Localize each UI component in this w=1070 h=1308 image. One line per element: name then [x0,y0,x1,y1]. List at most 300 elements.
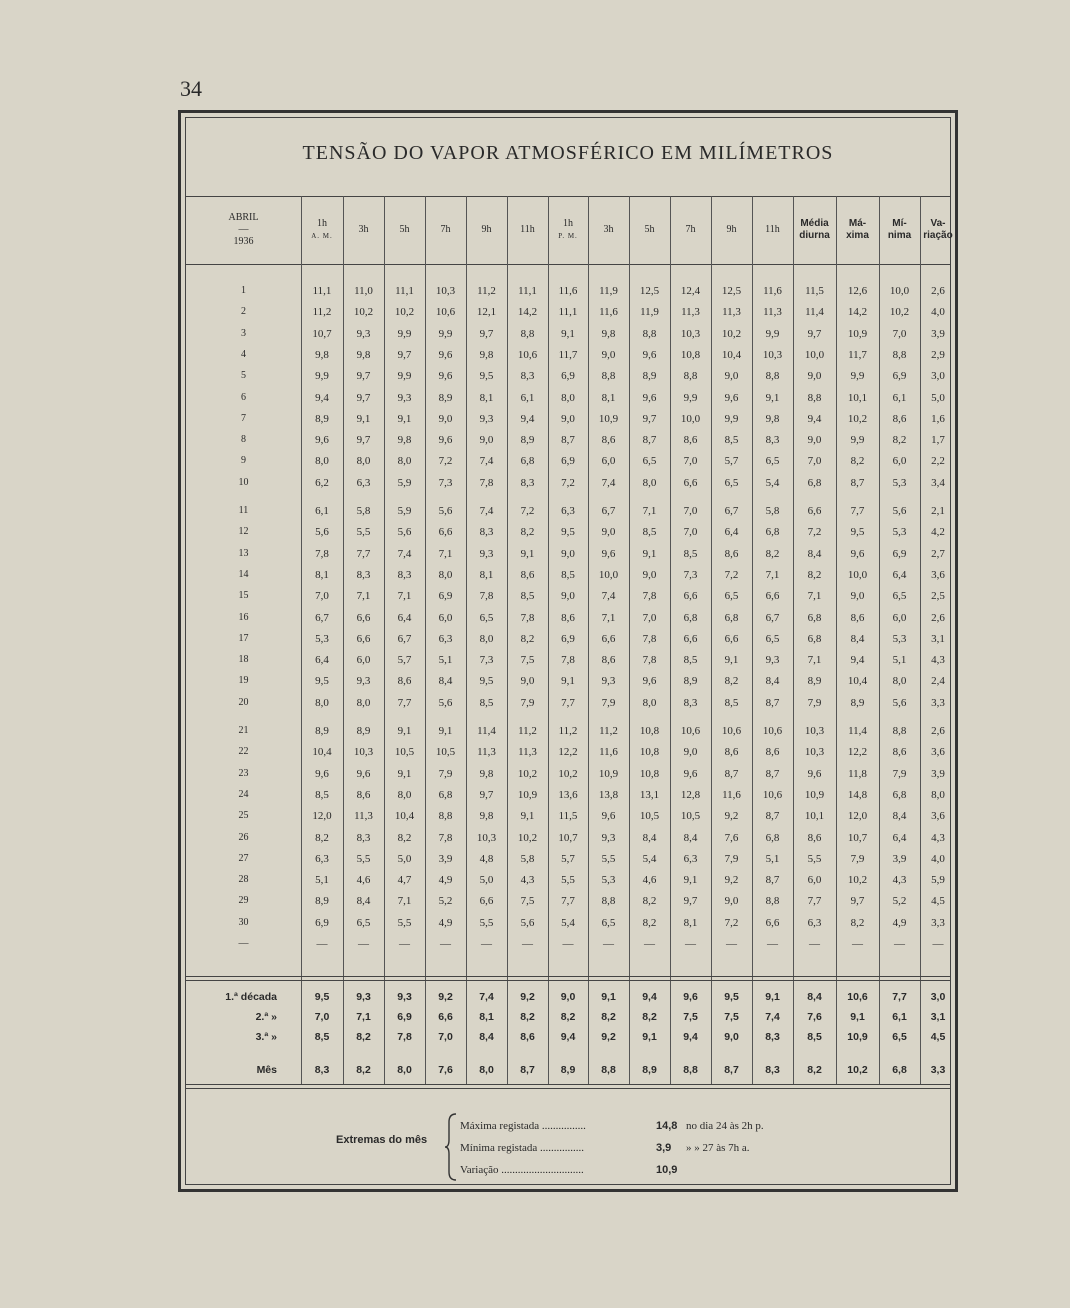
value-cell: 5,3 [892,526,907,539]
value-cell: 8,9 [807,675,822,688]
table-row [186,430,950,450]
value-cell: 8,5 [520,590,535,603]
header-variacao [920,196,956,264]
header-media [793,196,836,264]
table-row [186,650,950,670]
value-cell: 9,8 [397,434,412,447]
value-cell: 5,6 [438,696,453,709]
day-cell: 25 [238,810,249,822]
value-cell: 8,0 [356,696,371,709]
value-cell: 11,3 [681,306,700,319]
value-cell: 5,1 [438,654,453,667]
header-hour [507,196,548,264]
day-cell: 29 [238,895,249,907]
value-cell: 8,1 [479,391,494,404]
value-cell: 10,2 [394,306,415,319]
value-cell: 9,7 [642,412,657,425]
header-year: 1936 [233,236,254,247]
value-cell: 8,2 [850,455,865,468]
value-cell: 7,8 [479,590,494,603]
value-cell: 7,2 [561,476,575,489]
summary-value: 10,2 [847,1064,868,1076]
value-cell: 14,2 [847,306,868,319]
day-cell: 18 [238,654,249,666]
value-cell: 7,0 [892,327,907,340]
table-row [186,409,950,429]
table-row [186,913,950,933]
day-cell: 3 [241,327,246,339]
value-cell: 9,5 [850,526,865,539]
header-hour [425,196,466,264]
value-cell: 8,2 [315,831,329,844]
value-cell: 9,0 [850,590,865,603]
value-cell: 6,4 [315,654,329,667]
value-cell: 6,3 [561,505,575,517]
value-cell: 11,6 [599,306,618,319]
day-cell: 22 [238,746,249,758]
value-cell: 9,6 [683,767,698,780]
value-cell: 10,6 [762,725,783,737]
value-cell: 10,3 [476,831,497,844]
summary-value: 7,6 [807,1011,822,1023]
value-cell: 5,3 [315,632,329,645]
value-cell: 4,3 [520,874,535,887]
value-cell: 10,7 [312,327,332,340]
summary-value: 8,9 [560,1064,576,1076]
value-cell: 6,5 [356,916,371,929]
summary-value: 9,0 [560,991,576,1003]
value-cell: 9,8 [601,327,616,340]
header-period: A. M. [311,232,333,240]
bottom-rule-double [186,1088,950,1089]
summary-value: 9,6 [683,991,698,1003]
value-cell: 8,3 [356,568,371,581]
value-cell: 8,8 [892,348,907,361]
value-cell: 7,3 [438,476,453,489]
value-cell: 8,9 [850,696,865,709]
value-cell: 8,1 [683,916,698,929]
value-cell: 6,6 [479,895,494,908]
table-frame [178,110,958,1192]
header-hour-label: 3h [603,224,614,235]
value-cell: 5,6 [397,526,412,539]
value-cell: 10,5 [639,810,660,823]
value-cell: 9,1 [438,725,453,737]
value-cell: 6,7 [765,611,780,624]
value-cell: 7,2 [724,568,739,581]
table-row [186,891,950,911]
summary-value: 6,9 [397,1011,412,1023]
value-cell: 5,1 [315,874,329,887]
value-cell: 3,3 [931,696,945,709]
value-cell: 5,5 [397,916,412,929]
value-cell: 9,3 [479,547,494,560]
header-maxima-line: xima [846,230,869,241]
value-cell: 8,6 [397,675,412,688]
value-cell: 9,2 [724,810,739,823]
value-cell: 5,2 [438,895,453,908]
value-cell: 8,0 [642,696,657,709]
value-cell: 8,8 [601,370,616,383]
value-cell: 9,3 [397,391,412,404]
value-cell: 7,0 [807,455,822,468]
value-cell: 8,9 [315,895,329,908]
value-cell: 8,4 [765,675,780,688]
value-cell: 10,3 [353,746,374,759]
value-cell: 7,5 [520,654,535,667]
value-cell: — [894,938,905,950]
header-hour-label: 11h [765,224,780,235]
value-cell: 10,9 [598,767,619,780]
summary-value: 9,1 [850,1011,865,1023]
header-hour-label: 7h [440,224,451,235]
header-hour [588,196,629,264]
summary-value: 7,6 [438,1064,453,1076]
value-cell: 8,6 [724,547,739,560]
value-cell: 6,5 [724,476,739,489]
value-cell: 5,5 [561,874,575,887]
value-cell: 10,3 [435,285,456,297]
bottom-rule [186,1084,950,1085]
value-cell: 8,8 [765,370,780,383]
extreme-value: 14,8 [656,1120,678,1132]
summary-value: 4,5 [930,1031,946,1043]
value-cell: 10,2 [517,831,538,844]
value-cell: 9,6 [642,348,657,361]
summary-value: 9,2 [520,991,535,1003]
summary-value: 9,3 [397,991,412,1003]
day-cell: 11 [238,505,249,516]
table-row [186,565,950,585]
extremes-section [186,1112,950,1182]
summary-row [186,1007,950,1027]
value-cell: 7,4 [601,476,616,489]
value-cell: 5,5 [356,526,371,539]
value-cell: 7,5 [520,895,535,908]
value-cell: 9,9 [850,370,865,383]
value-cell: 8,2 [724,675,739,688]
value-cell: 6,5 [479,611,494,624]
value-cell: 8,9 [356,725,371,737]
value-cell: 7,1 [397,895,412,908]
value-cell: 8,8 [642,327,657,340]
summary-value: 8,2 [356,1031,371,1043]
value-cell: 8,8 [892,725,907,737]
value-cell: 5,5 [479,916,494,929]
value-cell: 9,8 [765,412,780,425]
value-cell: 9,1 [356,412,371,425]
day-cell: 26 [238,831,249,843]
summary-label: 2.ª » [255,1011,277,1023]
value-cell: 6,6 [724,632,739,645]
extreme-note: no dia 24 às 2h p. [686,1120,764,1132]
value-cell: 5,6 [892,696,907,709]
value-cell: 3,9 [931,767,945,780]
value-cell: — [399,938,410,950]
value-cell: 5,6 [892,505,907,517]
value-cell: 6,9 [561,455,575,468]
value-cell: 6,5 [601,916,616,929]
table-row [186,522,950,542]
value-cell: 6,9 [561,370,575,383]
summary-value: 8,0 [397,1064,412,1076]
header-hour [670,196,711,264]
value-cell: 5,9 [931,874,945,887]
summary-value: 6,1 [892,1011,907,1023]
day-cell: 7 [241,412,246,424]
value-cell: 11,2 [477,285,496,297]
value-cell: 8,5 [724,434,739,447]
summary-value: 9,1 [765,991,780,1003]
value-cell: 11,8 [848,767,867,780]
value-cell: 9,6 [724,391,739,404]
day-cell: 19 [238,675,249,687]
summary-value: 7,4 [765,1011,780,1023]
value-cell: 6,6 [765,916,780,929]
value-cell: 6,8 [438,788,453,801]
value-cell: 5,8 [520,852,535,865]
table-row [186,608,950,628]
value-cell: 8,9 [683,675,698,688]
value-cell: 5,2 [892,895,907,908]
value-cell: 8,4 [892,810,907,823]
value-cell: 8,8 [807,391,822,404]
value-cell: 8,0 [315,455,329,468]
value-cell: 11,1 [395,285,414,297]
summary-value: 7,5 [724,1011,739,1023]
table-row [186,388,950,408]
day-cell: 1 [241,285,246,296]
value-cell: 6,8 [765,526,780,539]
value-cell: 2,5 [931,590,945,603]
value-cell: 10,0 [889,285,910,297]
value-cell: 7,3 [479,654,494,667]
value-cell: 8,6 [850,611,865,624]
value-cell: 8,5 [642,526,657,539]
value-cell: — [603,938,614,950]
value-cell: 3,6 [931,568,945,581]
value-cell: 7,8 [561,654,575,667]
value-cell: 9,9 [850,434,865,447]
value-cell: 7,8 [642,590,657,603]
table-row [186,345,950,365]
value-cell: 7,1 [765,568,780,581]
value-cell: 8,6 [561,611,575,624]
summary-label: 1.ª década [225,991,277,1003]
summary-value: 9,4 [560,1031,576,1043]
value-cell: 5,8 [356,505,371,517]
value-cell: 9,7 [479,788,494,801]
summary-value: 6,6 [438,1011,453,1023]
value-cell: 9,0 [520,675,535,688]
value-cell: 8,2 [520,526,535,539]
header-month: ABRIL [228,212,259,223]
value-cell: 9,0 [683,746,698,759]
value-cell: 8,4 [642,831,657,844]
value-cell: 4,0 [931,852,945,865]
value-cell: 11,1 [518,285,537,297]
header-hour [343,196,384,264]
value-cell: 9,6 [356,767,371,780]
value-cell: 12,5 [721,285,742,297]
value-cell: 7,8 [315,547,329,560]
value-cell: 9,9 [397,327,412,340]
value-cell: 6,1 [892,391,907,404]
summary-value: 9,1 [642,1031,657,1043]
value-cell: 11,3 [518,746,537,759]
value-cell: 8,4 [807,547,822,560]
value-cell: 10,0 [847,568,868,581]
value-cell: 6,5 [892,590,907,603]
value-cell: 6,3 [807,916,822,929]
summary-value: 8,5 [807,1031,822,1043]
value-cell: 5,4 [765,476,780,489]
value-cell: 3,6 [931,746,945,759]
summary-value: 7,5 [683,1011,698,1023]
extreme-name: Variação .............................. [460,1164,584,1176]
value-cell: 3,9 [892,852,907,865]
value-cell: 6,9 [438,590,453,603]
extreme-value: 3,9 [656,1142,672,1154]
value-cell: 8,0 [356,455,371,468]
value-cell: 10,9 [598,412,619,425]
value-cell: 9,7 [356,370,371,383]
value-cell: 12,2 [558,746,578,759]
value-cell: 10,6 [762,788,783,801]
value-cell: 6,2 [315,476,329,489]
day-cell: 17 [238,632,249,644]
summary-value: 8,7 [520,1064,535,1076]
header-hour-label: 5h [644,224,655,235]
table-row [186,473,950,493]
value-cell: 12,6 [847,285,868,297]
summary-value: 10,9 [847,1031,868,1043]
value-cell: 6,9 [892,370,907,383]
summary-value: 8,1 [479,1011,494,1023]
summary-value: 7,4 [479,991,494,1003]
value-cell: 12,1 [476,306,497,319]
value-cell: 9,1 [724,654,739,667]
value-cell: — [932,938,944,950]
value-cell: 5,3 [892,476,907,489]
value-cell: 9,5 [479,370,494,383]
value-cell: 8,8 [520,327,535,340]
value-cell: 6,6 [683,632,698,645]
value-cell: — [440,938,451,950]
value-cell: 8,0 [479,632,494,645]
summary-value: 9,5 [314,991,330,1003]
summary-value: 8,0 [479,1064,494,1076]
value-cell: 9,9 [765,327,780,340]
summary-value: 9,5 [724,991,739,1003]
header-hour-label: 1h [317,218,327,229]
value-cell: 7,2 [520,505,535,517]
summary-value: 8,3 [765,1064,780,1076]
value-cell: 2,2 [931,455,945,468]
extreme-note: » » 27 às 7h a. [686,1142,750,1154]
table-row [186,934,950,954]
table-row [186,451,950,471]
value-cell: 10,1 [847,391,868,404]
value-cell: 6,7 [315,611,329,624]
value-cell: 8,9 [438,391,453,404]
value-cell: 8,1 [601,391,616,404]
value-cell: 7,6 [724,831,739,844]
value-cell: 6,8 [724,611,739,624]
day-cell: 10 [238,476,249,488]
value-cell: 9,6 [438,348,453,361]
value-cell: 4,6 [642,874,657,887]
value-cell: 8,0 [931,788,945,801]
value-cell: 7,1 [397,590,412,603]
value-cell: 4,8 [479,852,494,865]
summary-row [186,1060,950,1080]
value-cell: 10,4 [721,348,742,361]
table-row [186,586,950,606]
header-hour [466,196,507,264]
value-cell: 7,8 [479,476,494,489]
value-cell: 7,1 [807,654,822,667]
value-cell: 11,3 [763,306,782,319]
value-cell: 9,3 [601,831,616,844]
summary-row [186,987,950,1007]
value-cell: 5,0 [397,852,412,865]
value-cell: 13,1 [639,788,660,801]
value-cell: 9,1 [683,874,698,887]
value-cell: 8,7 [765,810,780,823]
value-cell: 10,8 [680,348,701,361]
summary-value: 7,7 [892,991,907,1003]
value-cell: 8,8 [765,895,780,908]
value-cell: 8,0 [561,391,575,404]
value-cell: 14,8 [847,788,868,801]
table-row [186,870,950,890]
table-inner [185,117,951,1185]
value-cell: 8,6 [520,568,535,581]
value-cell: 8,6 [601,654,616,667]
summary-value: 8,6 [520,1031,535,1043]
value-cell: 8,7 [850,476,865,489]
value-cell: 8,6 [892,412,907,425]
value-cell: 3,4 [931,476,945,489]
value-cell: 9,0 [561,412,575,425]
summary-row [186,1027,950,1047]
extremes-label: Extremas do mês [336,1134,428,1146]
summary-label: 3.ª » [255,1031,277,1043]
value-cell: 2,9 [931,348,945,361]
value-cell: 8,2 [807,568,822,581]
value-cell: 3,9 [438,852,453,865]
value-cell: 5,7 [561,852,575,865]
value-cell: 6,8 [683,611,698,624]
summary-value: 6,8 [892,1064,907,1076]
day-cell: 12 [238,526,249,538]
brace-icon [444,1112,458,1182]
summary-value: 7,0 [314,1011,330,1023]
value-cell: 6,6 [683,476,698,489]
value-cell: 8,8 [601,895,616,908]
value-cell: 7,7 [561,895,575,908]
value-cell: 7,1 [807,590,822,603]
value-cell: 8,3 [765,434,780,447]
value-cell: 6,4 [397,611,412,624]
value-cell: 8,4 [850,632,865,645]
table-row [186,281,950,301]
value-cell: 8,0 [892,675,907,688]
value-cell: 11,3 [477,746,496,759]
summary-label: Mês [256,1064,277,1076]
summary-rule [186,976,950,977]
